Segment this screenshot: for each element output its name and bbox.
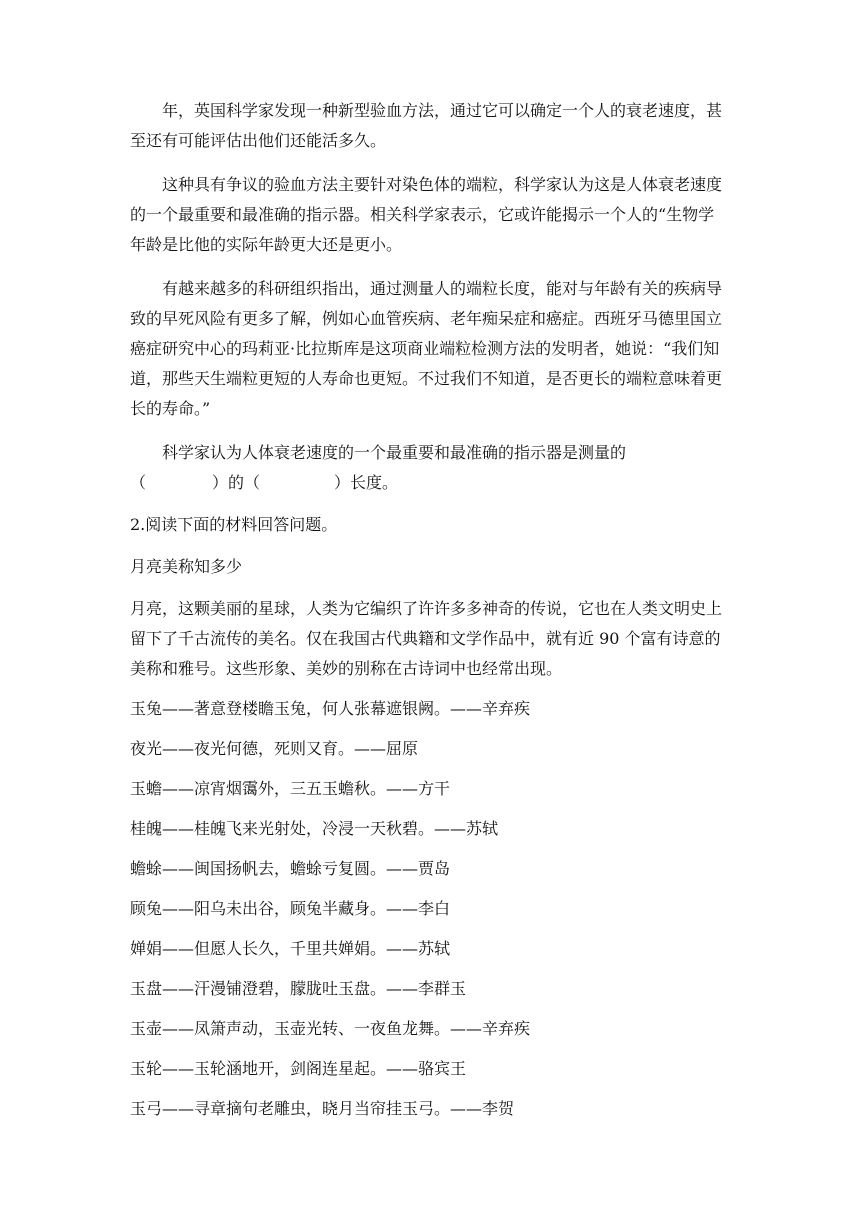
passage-title: 月亮美称知多少 [130, 557, 243, 576]
poem-line: 玉弓——寻章摘句老雕虫，晓月当帘挂玉弓。——李贺 [130, 1099, 515, 1118]
poem-line: 玉壶——凤箫声动，玉壶光转、一夜鱼龙舞。——辛弃疾 [130, 1019, 531, 1038]
mid-paren: ）的（ [212, 473, 261, 492]
poem-line: 顾兔——阳乌未出谷，顾兔半藏身。——李白 [130, 899, 451, 918]
question-1-text: 科学家认为人体衰老速度的一个最重要和最准确的指示器是测量的 [162, 443, 627, 462]
paragraph-blood-test: 年，英国科学家发现一种新型验血方法，通过它可以确定一个人的衰老速度，甚至还有可能评估出他们还能活多久。 [130, 101, 723, 150]
paragraph-research: 有越来越多的科研组织指出，通过测量人的端粒长度，能对与年龄有关的疾病导致的早死风险有更多了解，例如心血管疾病、老年痴呆症和癌症。西班牙马德里国立癌症研究中心的玛莉亚·比拉斯库是这项商业端粒检测方法的发明者，她说：“我们知道，那些天生端粒更短的人寿命也更短。不过我们不知道，是否更长的端粒意味着更长的寿命。” [130, 279, 723, 418]
poem-line: 玉蟾——凉宵烟霭外，三五玉蟾秋。——方干 [130, 779, 451, 798]
question-2-heading: 2.阅读下面的材料回答问题。 [130, 515, 338, 534]
poem-list [130, 694, 730, 1124]
poem-line: 桂魄——桂魄飞来光射处，冷浸一天秋碧。——苏轼 [130, 819, 499, 838]
paragraph-telomere: 这种具有争议的验血方法主要针对染色体的端粒，科学家认为这是人体衰老速度的一个最重要和最准确的指示器。相关科学家表示，它或许能揭示一个人的“生物学年龄是比他的实际年龄更大还是更小。 [130, 175, 723, 254]
end-paren: ）长度。 [334, 473, 399, 492]
open-paren: （ [130, 473, 147, 492]
question-1-blanks [130, 468, 730, 498]
document-page [130, 96, 730, 1124]
poem-line: 蟾蜍——闽国扬帆去，蟾蜍亏复圆。——贾岛 [130, 859, 451, 878]
poem-line: 玉兔——著意登楼瞻玉兔，何人张幕遮银阙。——辛弃疾 [130, 699, 531, 718]
moon-intro-paragraph: 月亮，这颗美丽的星球，人类为它编织了许许多多神奇的传说，它也在人类文明史上留下了千古流传的美名。仅在我国古代典籍和文学作品中，就有近 90 个富有诗意的美称和雅号。这些形象、美妙的别称在古诗词中也经常出现。 [130, 599, 723, 678]
poem-line: 夜光——夜光何德，死则又育。——屈原 [130, 739, 419, 758]
poem-line: 玉盘——汗漫铺澄碧，朦胧吐玉盘。——李群玉 [130, 979, 467, 998]
poem-line: 婵娟——但愿人长久，千里共婵娟。——苏轼 [130, 939, 451, 958]
poem-line: 玉轮——玉轮涵地开，剑阁连星起。——骆宾王 [130, 1059, 467, 1078]
